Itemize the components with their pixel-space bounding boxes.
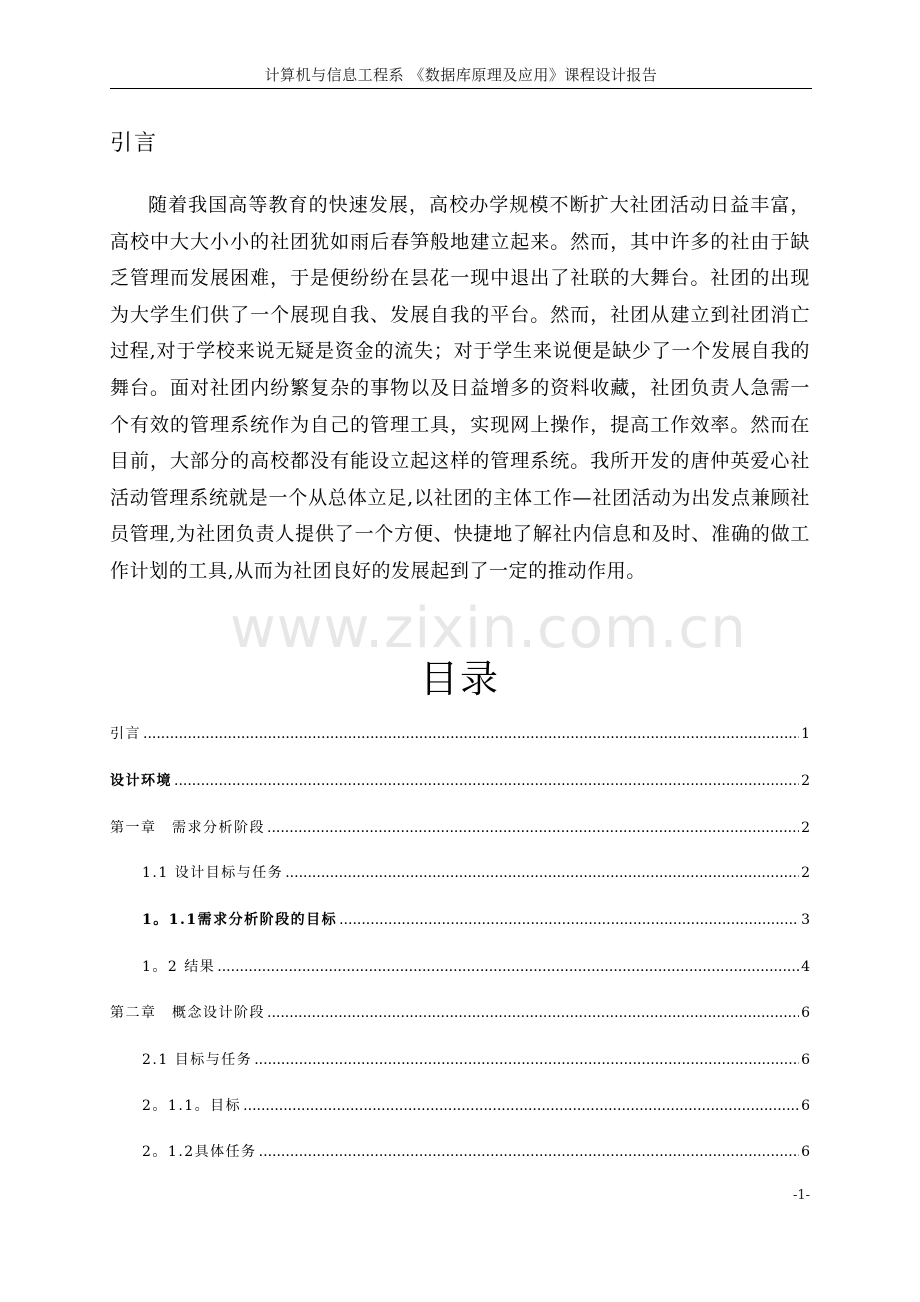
toc-entry-label: 第一章 需求分析阶段 <box>110 820 265 836</box>
toc-leader <box>339 912 799 928</box>
toc-entry[interactable] <box>142 956 810 976</box>
toc-entry[interactable] <box>142 1049 810 1069</box>
toc-entry-page: 1 <box>801 726 810 742</box>
toc-entry[interactable] <box>142 1141 810 1161</box>
toc-entry[interactable] <box>142 862 810 882</box>
toc-title: 目录 <box>419 657 500 701</box>
header-rule <box>110 88 812 89</box>
toc-leader <box>259 1144 799 1160</box>
toc-leader <box>174 773 799 789</box>
toc-leader <box>243 1098 799 1114</box>
toc-entry-label: 2.1 目标与任务 <box>142 1052 253 1068</box>
toc-leader <box>285 865 799 881</box>
toc-entry-label: 2。1.1。目标 <box>142 1098 242 1114</box>
intro-title: 引言 <box>110 131 159 156</box>
toc-leader <box>143 726 799 742</box>
toc-entry-label: 2。1.2具体任务 <box>142 1144 257 1160</box>
toc-entry-page: 2 <box>801 820 810 836</box>
toc-entry[interactable] <box>110 770 810 790</box>
toc-entry-page: 6 <box>801 1098 810 1114</box>
toc-entry-label: 第二章 概念设计阶段 <box>110 1005 265 1021</box>
toc-entry-page: 4 <box>801 959 810 975</box>
toc-entry-label: 1。1.1需求分析阶段的目标 <box>142 912 338 928</box>
toc-entry[interactable] <box>110 723 810 743</box>
toc-leader <box>267 1005 799 1021</box>
toc-entry[interactable] <box>142 1095 810 1115</box>
toc-entry[interactable] <box>110 1002 810 1022</box>
toc-entry-page: 3 <box>801 912 810 928</box>
toc-leader <box>217 959 799 975</box>
toc-entry-page: 2 <box>801 773 810 789</box>
toc-entry-label: 1。2 结果 <box>142 959 216 975</box>
toc-entry-page: 6 <box>801 1144 810 1160</box>
running-header: 计算机与信息工程系 《数据库原理及应用》课程设计报告 <box>264 66 658 84</box>
toc-leader <box>254 1052 799 1068</box>
toc-leader <box>267 820 799 836</box>
toc-entry-label: 引言 <box>110 726 141 742</box>
toc-entry-label: 1.1 设计目标与任务 <box>142 865 284 881</box>
intro-paragraph: 随着我国高等教育的快速发展，高校办学规模不断扩大社团活动日益丰富，高校中大大小小的社团犹如雨后春笋般地建立起来。然而，其中许多的社由于缺乏管理而发展困难，于是便纷纷在昙花一现中退出了社联的大舞台。社团的出现为大学生们供了一个展现自我、发展自我的平台。然而，社团从建立到社团消亡过程,对于学校来说无疑是资金的流失；对于学生来说便是缺少了一个发展自我的舞台。面对社团内纷繁复杂的事物以及日益增多的资料收藏，社团负责人急需一个有效的管理系统作为自己的管理工具，实现网上操作，提高工作效率。然而在目前，大部分的高校都没有能设立起这样的管理系统。我所开发的唐仲英爱心社活动管理系统就是一个从总体立足,以社团的主体工作—社团活动为出发点兼顾社员管理,为社团负责人提供了一个方便、快捷地了解社内信息和及时、准确的做工作计划的工具,从而为社团良好的发展起到了一定的推动作用。 <box>110 194 810 582</box>
toc-entry-page: 2 <box>801 865 810 881</box>
toc-entry-label: 设计环境 <box>110 773 172 789</box>
toc-entry-page: 6 <box>801 1052 810 1068</box>
toc-entry[interactable] <box>142 909 810 929</box>
toc-entry[interactable] <box>110 817 810 837</box>
watermark: www.zixin.com.cn <box>230 596 747 661</box>
page-number: -1- <box>792 1188 810 1203</box>
toc-entry-page: 6 <box>801 1005 810 1021</box>
